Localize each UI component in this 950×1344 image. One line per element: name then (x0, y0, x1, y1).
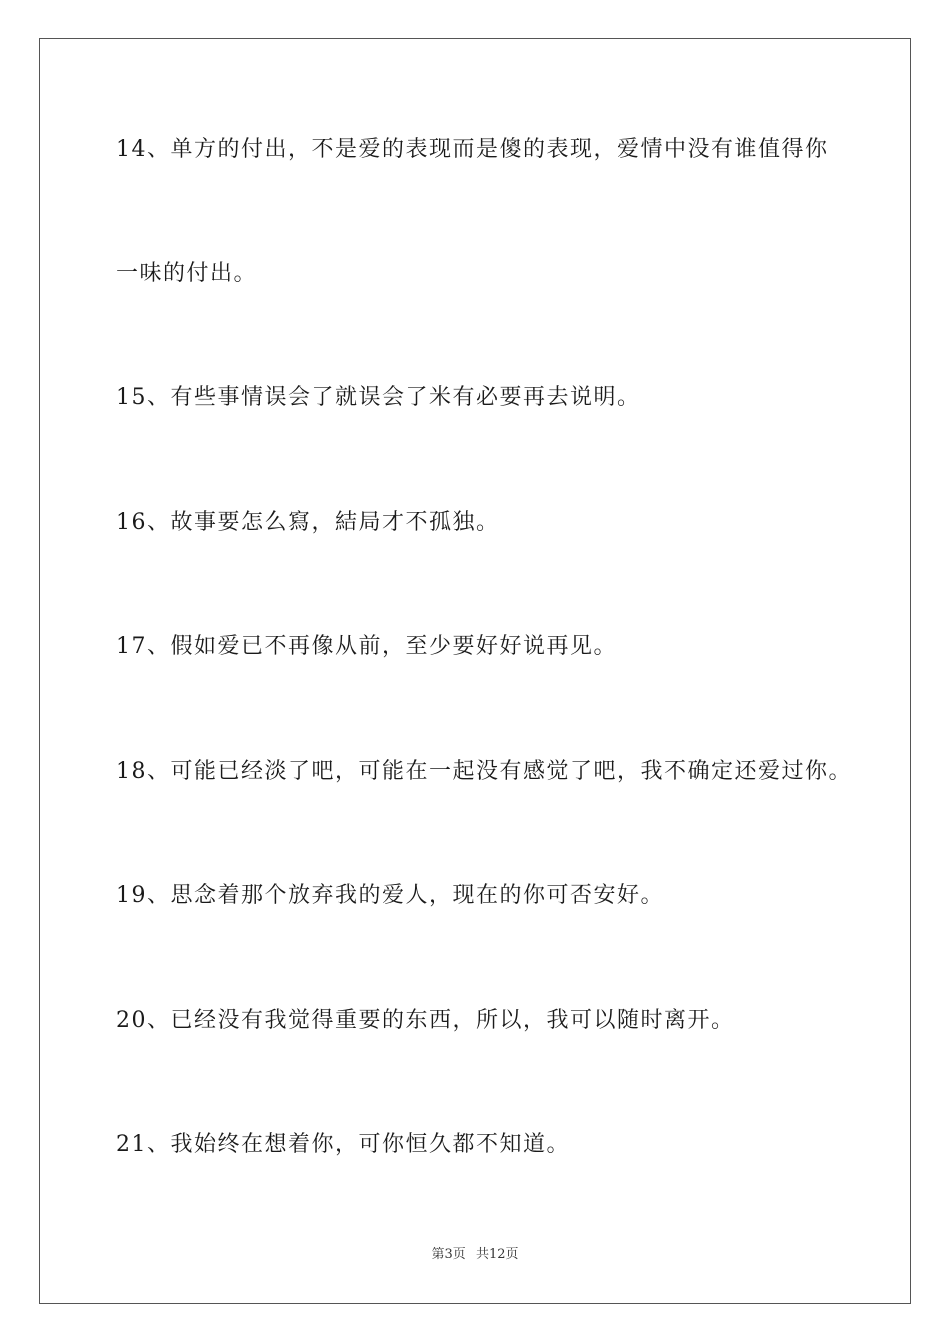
text-line: 16、故事要怎么寫，結局才不孤独。 (116, 510, 500, 535)
text-line: 21、我始终在想着你，可你恒久都不知道。 (116, 1132, 570, 1157)
page-frame (39, 38, 911, 1304)
text-line: 14、单方的付出，不是爱的表现而是傻的表现，爱情中没有谁值得你 (116, 137, 829, 162)
page-number-current: 第3页 (431, 1247, 466, 1262)
text-line: 15、有些事情误会了就误会了米有必要再去说明。 (116, 385, 641, 410)
text-line: 18、可能已经淡了吧，可能在一起没有感觉了吧，我不确定还爱过你。 (116, 759, 852, 784)
text-line: 一味的付出。 (116, 261, 258, 286)
text-line: 19、思念着那个放弃我的爱人，现在的你可否安好。 (116, 883, 664, 908)
text-line: 20、已经没有我觉得重要的东西，所以，我可以随时离开。 (116, 1008, 735, 1033)
page-footer (0, 1246, 950, 1264)
page-number-total: 共12页 (475, 1247, 519, 1262)
text-line: 17、假如爱已不再像从前，至少要好好说再见。 (116, 634, 617, 659)
